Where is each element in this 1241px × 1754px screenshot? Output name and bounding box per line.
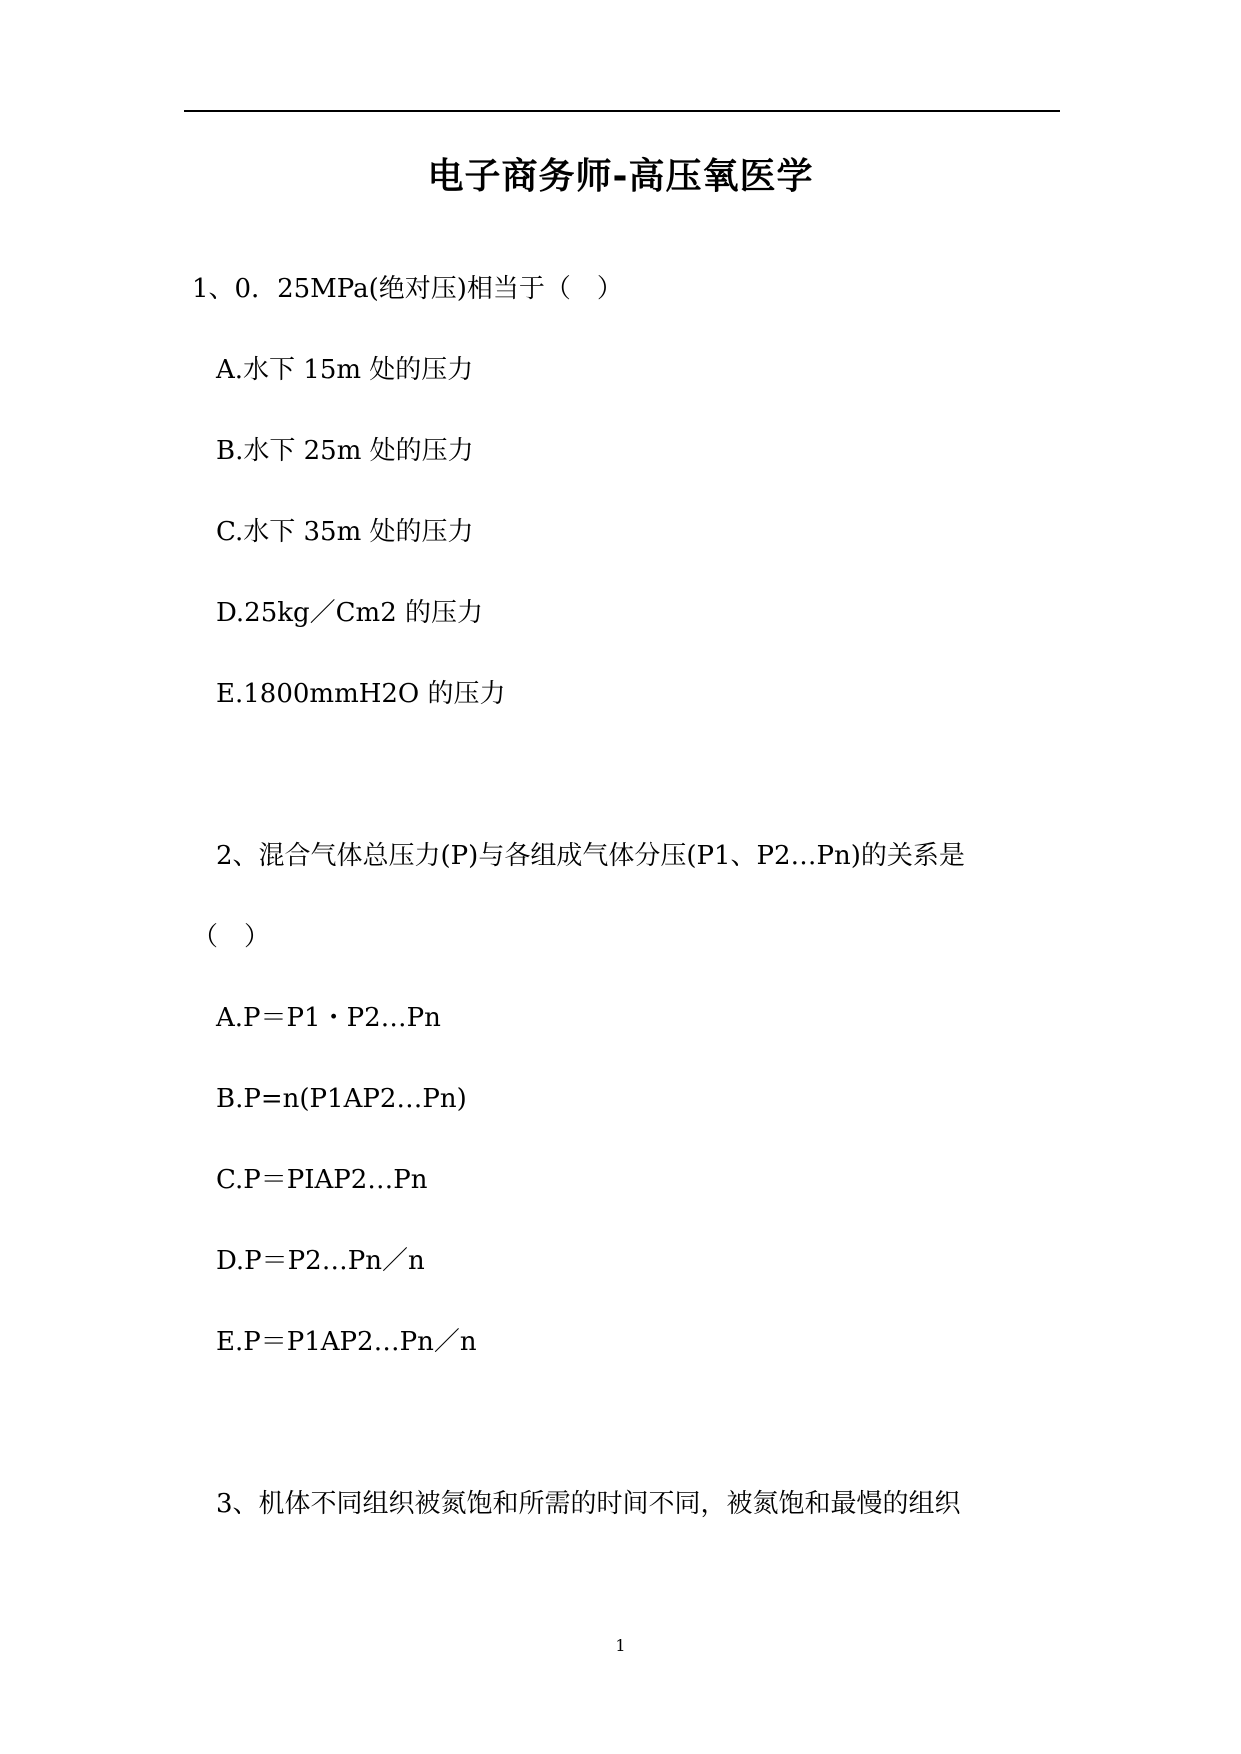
question-1-option-e: E.1800mmH2O 的压力 [216, 679, 506, 709]
question-1-option-a: A.水下 15m 处的压力 [216, 355, 474, 385]
question-1-option-d: D.25kg／Cm2 的压力 [216, 598, 484, 628]
question-2-stem-line-1: 2、混合气体总压力(P)与各组成气体分压(P1、P2…Pn)的关系是 [216, 841, 965, 871]
question-1-stem: 1、0．25MPa(绝对压)相当于（ ） [192, 274, 623, 304]
question-2-option-e: E.P＝P1AP2…Pn／n [216, 1327, 477, 1357]
question-2-option-c: C.P＝PIAP2…Pn [216, 1165, 428, 1195]
question-2-option-b: B.P=n(P1AP2…Pn) [216, 1084, 467, 1114]
question-1-option-c: C.水下 35m 处的压力 [216, 517, 474, 547]
question-3-stem-line-1: 3、机体不同组织被氮饱和所需的时间不同，被氮饱和最慢的组织 [216, 1489, 961, 1519]
question-2-option-a: A.P＝P1・P2…Pn [216, 1003, 441, 1033]
question-2-stem-line-2: （ ） [192, 922, 271, 952]
question-1-option-b: B.水下 25m 处的压力 [216, 436, 474, 466]
question-2-option-d: D.P＝P2…Pn／n [216, 1246, 425, 1276]
page-number: 1 [615, 1636, 626, 1655]
header-rule [184, 110, 1060, 112]
document-title: 电子商务师-高压氧医学 [427, 156, 814, 197]
